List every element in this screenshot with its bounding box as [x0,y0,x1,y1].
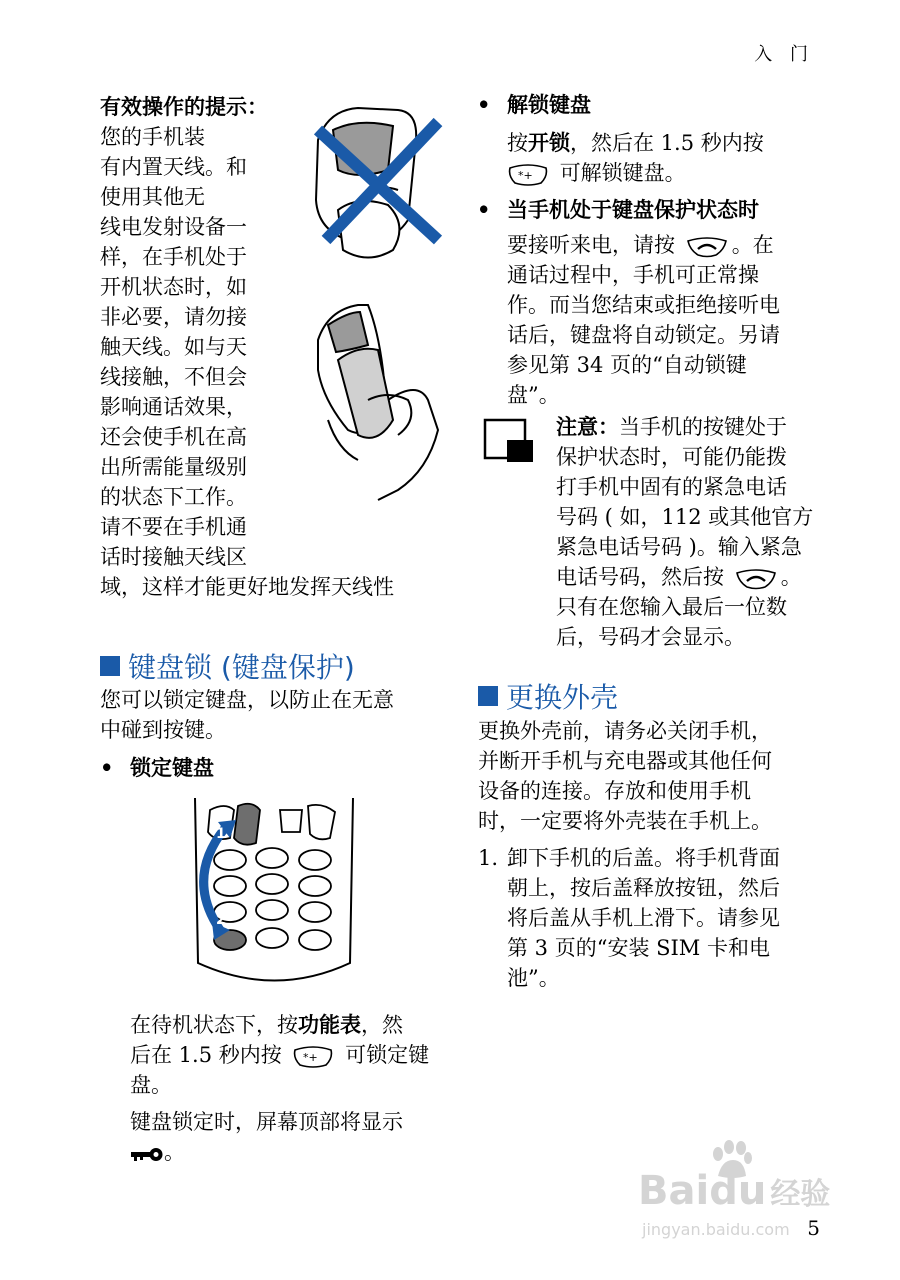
cover-step-line: 第 3 页的“安装 SIM 卡和电 [507,936,770,960]
watermark-url: jingyan.baidu.com [642,1220,790,1239]
antenna-tip-line: 出所需能量级别 [100,455,247,479]
antenna-tip-line: 话时接触天线区 [100,545,247,569]
note-icon [483,418,535,464]
step-2-label: 2 [216,912,226,928]
keypad-illustration [190,798,360,988]
antenna-illustration [298,100,448,510]
antenna-tip-line: 开机状态时，如 [100,275,247,299]
star-key-icon [292,1046,334,1068]
keyguard-intro [100,685,445,745]
antenna-tip-heading: 有效操作的提示： [100,94,268,119]
call-key-icon [735,568,777,590]
svg-text:*+: *+ [303,1050,319,1064]
lock-text-part: 可锁定键 [345,1043,430,1067]
lock-keypad-instructions [130,1010,450,1100]
note-line: 保护状态时，可能仍能拨 [556,445,787,469]
lock-text-part: ，然 [361,1013,403,1037]
antenna-tip-line: 样，在手机处于 [100,245,247,269]
phone-correct-grip-image [318,305,438,500]
antenna-tip-line: 非必要，请勿接 [100,305,247,329]
unlock-instructions [507,128,847,188]
unlock-text-part: 可解锁键盘。 [559,161,686,185]
unlock-text-part: ，然后在 1.5 秒内按 [570,131,764,155]
cover-section-title [478,676,618,716]
locked-indicator-text [130,1107,450,1167]
note-line: 当手机的按键处于 [619,415,787,439]
page-number: 5 [807,1216,820,1240]
lock-keypad-heading-text: 锁定键盘 [130,755,214,780]
keyguard-title-text: 键盘锁 (键盘保护) [128,651,355,684]
cover-step-1 [507,843,847,993]
cover-step-line: 卸下手机的后盖。将手机背面 [507,846,780,870]
antenna-tip-line: 触天线。如与天 [100,335,247,359]
unlock-key-label: 开锁 [528,130,570,155]
note-line: 紧急电话号码 )。输入紧急 [556,535,802,559]
cover-intro-line: 更换外壳前，请务必关闭手机， [478,719,772,743]
antenna-tip-line: 还会使手机在高 [100,425,247,449]
answer-text-part: 要接听来电，请按 [507,233,675,257]
cover-step-line: 朝上，按后盖释放按钮，然后 [507,876,780,900]
antenna-tip-line: 使用其他无 [100,185,205,209]
keyguard-section-title [100,646,355,686]
locked-text-part: 键盘锁定时，屏幕顶部将显示 [130,1110,403,1134]
watermark-brand [638,1168,830,1214]
note-label: 注意： [556,414,619,439]
keyguard-intro-line: 您可以锁定键盘，以防止在无意 [100,688,394,712]
keyguard-active-line: 盘”。 [507,383,560,407]
antenna-tip-line: 域，这样才能更好地发挥天线性 [100,575,394,599]
cover-intro-line: 并断开手机与充电器或其他任何 [478,749,772,773]
cover-step-line: 将后盖从手机上滑下。请参见 [507,906,780,930]
antenna-tip-line: 您的手机装 [100,125,205,149]
unlock-text-part: 按 [507,131,528,155]
svg-text:*+: *+ [518,168,533,182]
emergency-note [556,412,856,652]
antenna-tip-line: 线接触，不但会 [100,365,247,389]
antenna-tip-line: 的状态下工作。 [100,485,247,509]
note-line: 只有在您输入最后一位数 [556,595,787,619]
lock-text-part: 后在 1.5 秒内按 [130,1043,282,1067]
antenna-tip-line: 线电发射设备一 [100,215,247,239]
section-square-icon [478,686,498,706]
running-header: 入 门 [754,44,814,65]
cover-intro-line: 时，一定要将外壳装在手机上。 [478,809,772,833]
locked-text-part: 。 [164,1140,185,1164]
note-line: 。 [780,565,802,589]
antenna-tip-line: 影响通话效果， [100,395,247,419]
key-lock-icon [130,1145,164,1163]
keyguard-intro-line: 中碰到按键。 [100,718,226,742]
unlock-keypad-heading: • 解锁键盘 [477,92,591,117]
lock-text-part: 在待机状态下，按 [130,1013,298,1037]
note-line: 后，号码才会显示。 [556,625,745,649]
menu-key-label: 功能表 [298,1012,361,1037]
note-line: 号码 ( 如，112 或其他官方 [556,505,814,529]
watermark-brand-cn: 经验 [770,1177,831,1212]
cover-title-text: 更换外壳 [506,681,619,714]
keyguard-active-line: 通话过程中，手机可正常操 [507,263,759,287]
keyguard-active-text [507,230,852,410]
note-line: 打手机中固有的紧急电话 [556,475,787,499]
keyguard-active-line: 话后，键盘将自动锁定。另请 [507,323,780,347]
unlock-heading-text: 解锁键盘 [507,92,591,117]
lock-text-part: 盘。 [130,1073,172,1097]
keyguard-active-heading-text: 当手机处于键盘保护状态时 [507,197,759,222]
watermark-brand-part: du [709,1168,767,1214]
cover-step-1-number: 1. [478,846,499,870]
antenna-tip-line: 请不要在手机通 [100,515,247,539]
keyguard-active-line: 作。而当您结束或拒绝接听电 [507,293,780,317]
keyguard-active-heading: • 当手机处于键盘保护状态时 [477,197,759,222]
antenna-tip-line: 有内置天线。和 [100,155,247,179]
cover-intro-line: 设备的连接。存放和使用手机 [478,779,751,803]
section-square-icon [100,656,120,676]
call-key-icon [686,236,728,258]
note-line: 电话号码，然后按 [556,565,724,589]
cover-step-line: 池”。 [507,966,560,990]
keyguard-active-line: 参见第 34 页的“自动锁键 [507,353,747,377]
answer-text-part: 。在 [731,233,774,257]
watermark-brand-part: Bai [638,1168,710,1214]
star-key-icon [507,164,549,186]
step-1-label: 1 [216,826,226,842]
lock-keypad-heading: • 锁定键盘 [100,755,214,780]
antenna-tip-text [100,92,394,602]
cover-intro [478,716,838,836]
